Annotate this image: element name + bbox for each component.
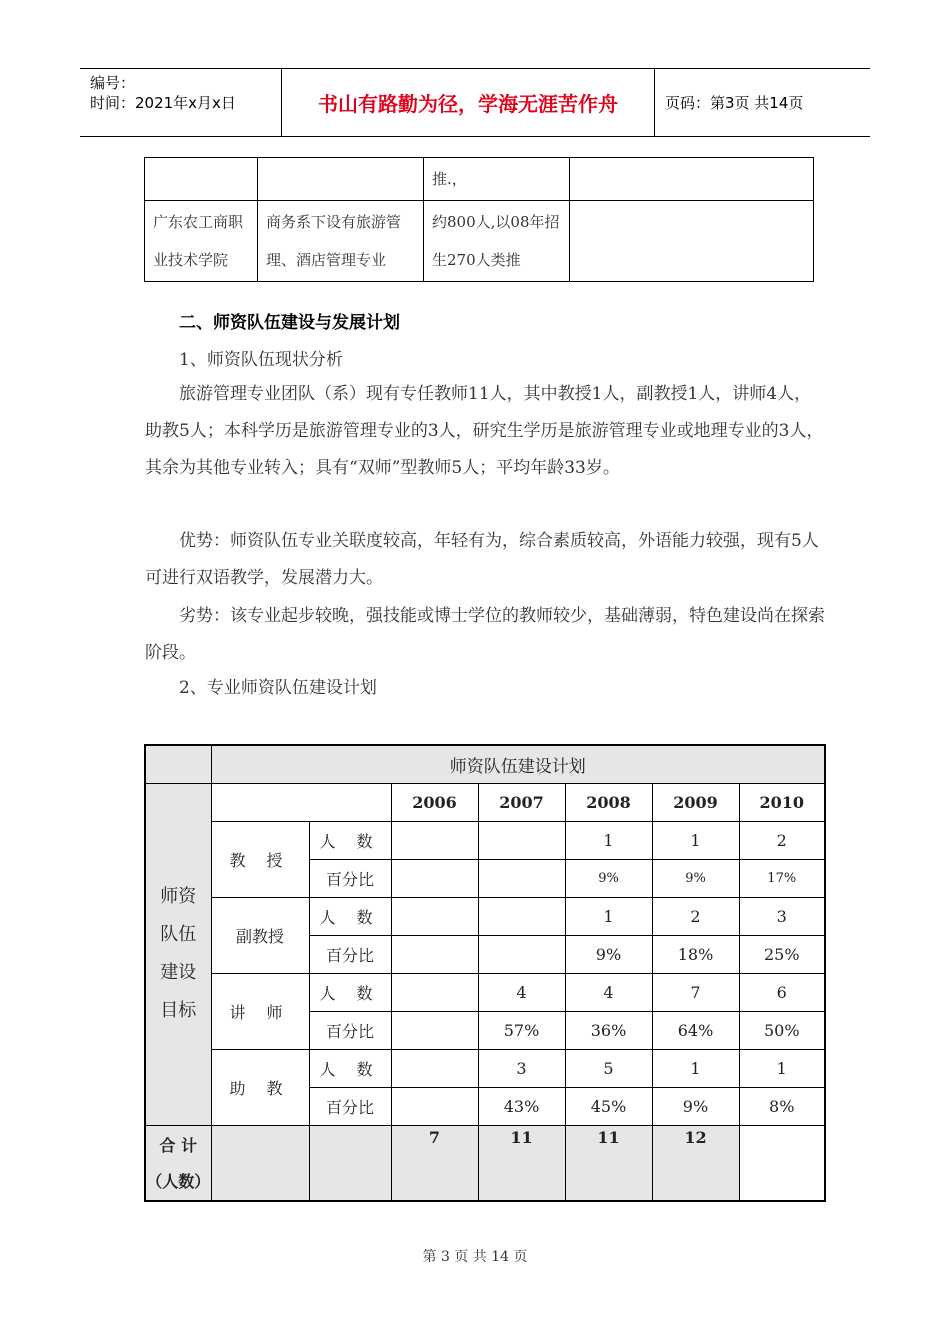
section-heading: 二、师资队伍建设与发展计划 <box>179 313 400 333</box>
table-cell <box>478 821 565 859</box>
total-cell: 11 <box>478 1125 565 1201</box>
table-cell: 1 <box>739 1049 825 1087</box>
side-label: 师资 队伍 建设 目标 <box>145 783 211 1125</box>
year-header: 2007 <box>478 783 565 821</box>
table-cell <box>211 783 391 821</box>
table-cell: 2 <box>652 897 739 935</box>
total-cell: 11 <box>565 1125 652 1201</box>
table-cell <box>145 158 258 201</box>
table-cell: 3 <box>478 1049 565 1087</box>
staff-plan-table <box>144 744 826 1202</box>
table-title: 师资队伍建设计划 <box>211 745 825 783</box>
table-row <box>145 783 825 821</box>
table-cell: 57% <box>478 1011 565 1049</box>
table-cell <box>570 201 814 282</box>
number-label: 编号： <box>90 74 136 92</box>
subsection-heading: 2、专业师资队伍建设计划 <box>179 678 377 698</box>
table-cell: 1 <box>565 897 652 935</box>
table-cell: 9% <box>565 935 652 973</box>
table-cell: 3 <box>739 897 825 935</box>
table-cell: 1 <box>652 821 739 859</box>
category-label: 助 教 <box>211 1049 309 1125</box>
table-cell: 2 <box>739 821 825 859</box>
institution-table <box>144 157 814 282</box>
count-label: 人 数 <box>309 1049 391 1087</box>
table-cell <box>391 973 478 1011</box>
category-label: 教 授 <box>211 821 309 897</box>
table-cell: 64% <box>652 1011 739 1049</box>
page-footer: 第 3 页 共 14 页 <box>422 1249 528 1265</box>
table-cell <box>391 1049 478 1087</box>
table-cell: 5 <box>565 1049 652 1087</box>
year-header: 2010 <box>739 783 825 821</box>
table-cell: 推.， <box>424 158 570 201</box>
time-label: 时间：2021年x月x日 <box>90 94 236 112</box>
table-row <box>145 821 825 859</box>
table-cell: 9% <box>652 1087 739 1125</box>
header-meta <box>80 69 282 136</box>
category-label: 讲 师 <box>211 973 309 1049</box>
table-cell: 商务系下设有旅游管理、酒店管理专业 <box>258 201 424 282</box>
year-header: 2008 <box>565 783 652 821</box>
table-cell: 广东农工商职业技术学院 <box>145 201 258 282</box>
year-header: 2009 <box>652 783 739 821</box>
table-cell <box>391 1087 478 1125</box>
table-cell <box>391 935 478 973</box>
table-row <box>145 158 814 201</box>
total-cell: 7 <box>391 1125 478 1201</box>
table-row <box>145 897 825 935</box>
table-cell: 1 <box>565 821 652 859</box>
table-cell <box>258 158 424 201</box>
pct-label: 百分比 <box>309 1011 391 1049</box>
table-cell <box>478 859 565 897</box>
pct-label: 百分比 <box>309 1087 391 1125</box>
table-cell: 约800人,以08年招生270人类推 <box>424 201 570 282</box>
pct-label: 百分比 <box>309 859 391 897</box>
table-cell <box>211 1125 309 1201</box>
table-cell: 36% <box>565 1011 652 1049</box>
table-row <box>145 201 814 282</box>
header-page-info: 页码：第3页 共14页 <box>665 94 804 112</box>
table-cell: 6 <box>739 973 825 1011</box>
category-label: 副教授 <box>211 897 309 973</box>
table-cell: 4 <box>478 973 565 1011</box>
table-cell: 18% <box>652 935 739 973</box>
table-cell: 4 <box>565 973 652 1011</box>
paragraph: 劣势：该专业起步较晚，强技能或博士学位的教师较少，基础薄弱，特色建设尚在探索阶段。 <box>145 606 825 663</box>
total-cell: 12 <box>652 1125 739 1201</box>
count-label: 人 数 <box>309 897 391 935</box>
table-cell <box>145 745 211 783</box>
table-cell <box>391 859 478 897</box>
table-cell: 1 <box>652 1049 739 1087</box>
table-cell: 17% <box>739 859 825 897</box>
count-label: 人 数 <box>309 973 391 1011</box>
table-cell <box>391 1011 478 1049</box>
table-cell: 50% <box>739 1011 825 1049</box>
table-cell: 43% <box>478 1087 565 1125</box>
table-cell <box>478 935 565 973</box>
table-cell: 8% <box>739 1087 825 1125</box>
table-cell <box>391 821 478 859</box>
total-label: 合 计 （人数） <box>145 1125 211 1201</box>
pct-label: 百分比 <box>309 935 391 973</box>
year-header: 2006 <box>391 783 478 821</box>
total-cell <box>309 1125 391 1201</box>
table-cell: 9% <box>652 859 739 897</box>
table-cell <box>391 897 478 935</box>
table-cell: 25% <box>739 935 825 973</box>
table-row <box>145 745 825 783</box>
table-cell <box>478 897 565 935</box>
table-row <box>145 1049 825 1087</box>
table-cell <box>570 158 814 201</box>
table-cell: 7 <box>652 973 739 1011</box>
table-row <box>145 973 825 1011</box>
table-cell: 45% <box>565 1087 652 1125</box>
page-header <box>80 68 870 137</box>
header-motto: 书山有路勤为径，学海无涯苦作舟 <box>282 69 655 136</box>
count-label: 人 数 <box>309 821 391 859</box>
subsection-heading: 1、师资队伍现状分析 <box>179 350 343 370</box>
table-cell: 9% <box>565 859 652 897</box>
paragraph: 旅游管理专业团队（系）现有专任教师11人，其中教授1人，副教授1人，讲师4人，助教5人；本科学历是旅游管理专业的3人，研究生学历是旅游管理专业或地理专业的3人，其余为其他专业转入；具有“双师”型教师5人；平均年龄33岁。 <box>145 384 824 478</box>
table-row <box>145 1125 825 1201</box>
paragraph: 优势：师资队伍专业关联度较高，年轻有为，综合素质较高，外语能力较强，现有5人可进行双语教学，发展潜力大。 <box>145 531 819 588</box>
